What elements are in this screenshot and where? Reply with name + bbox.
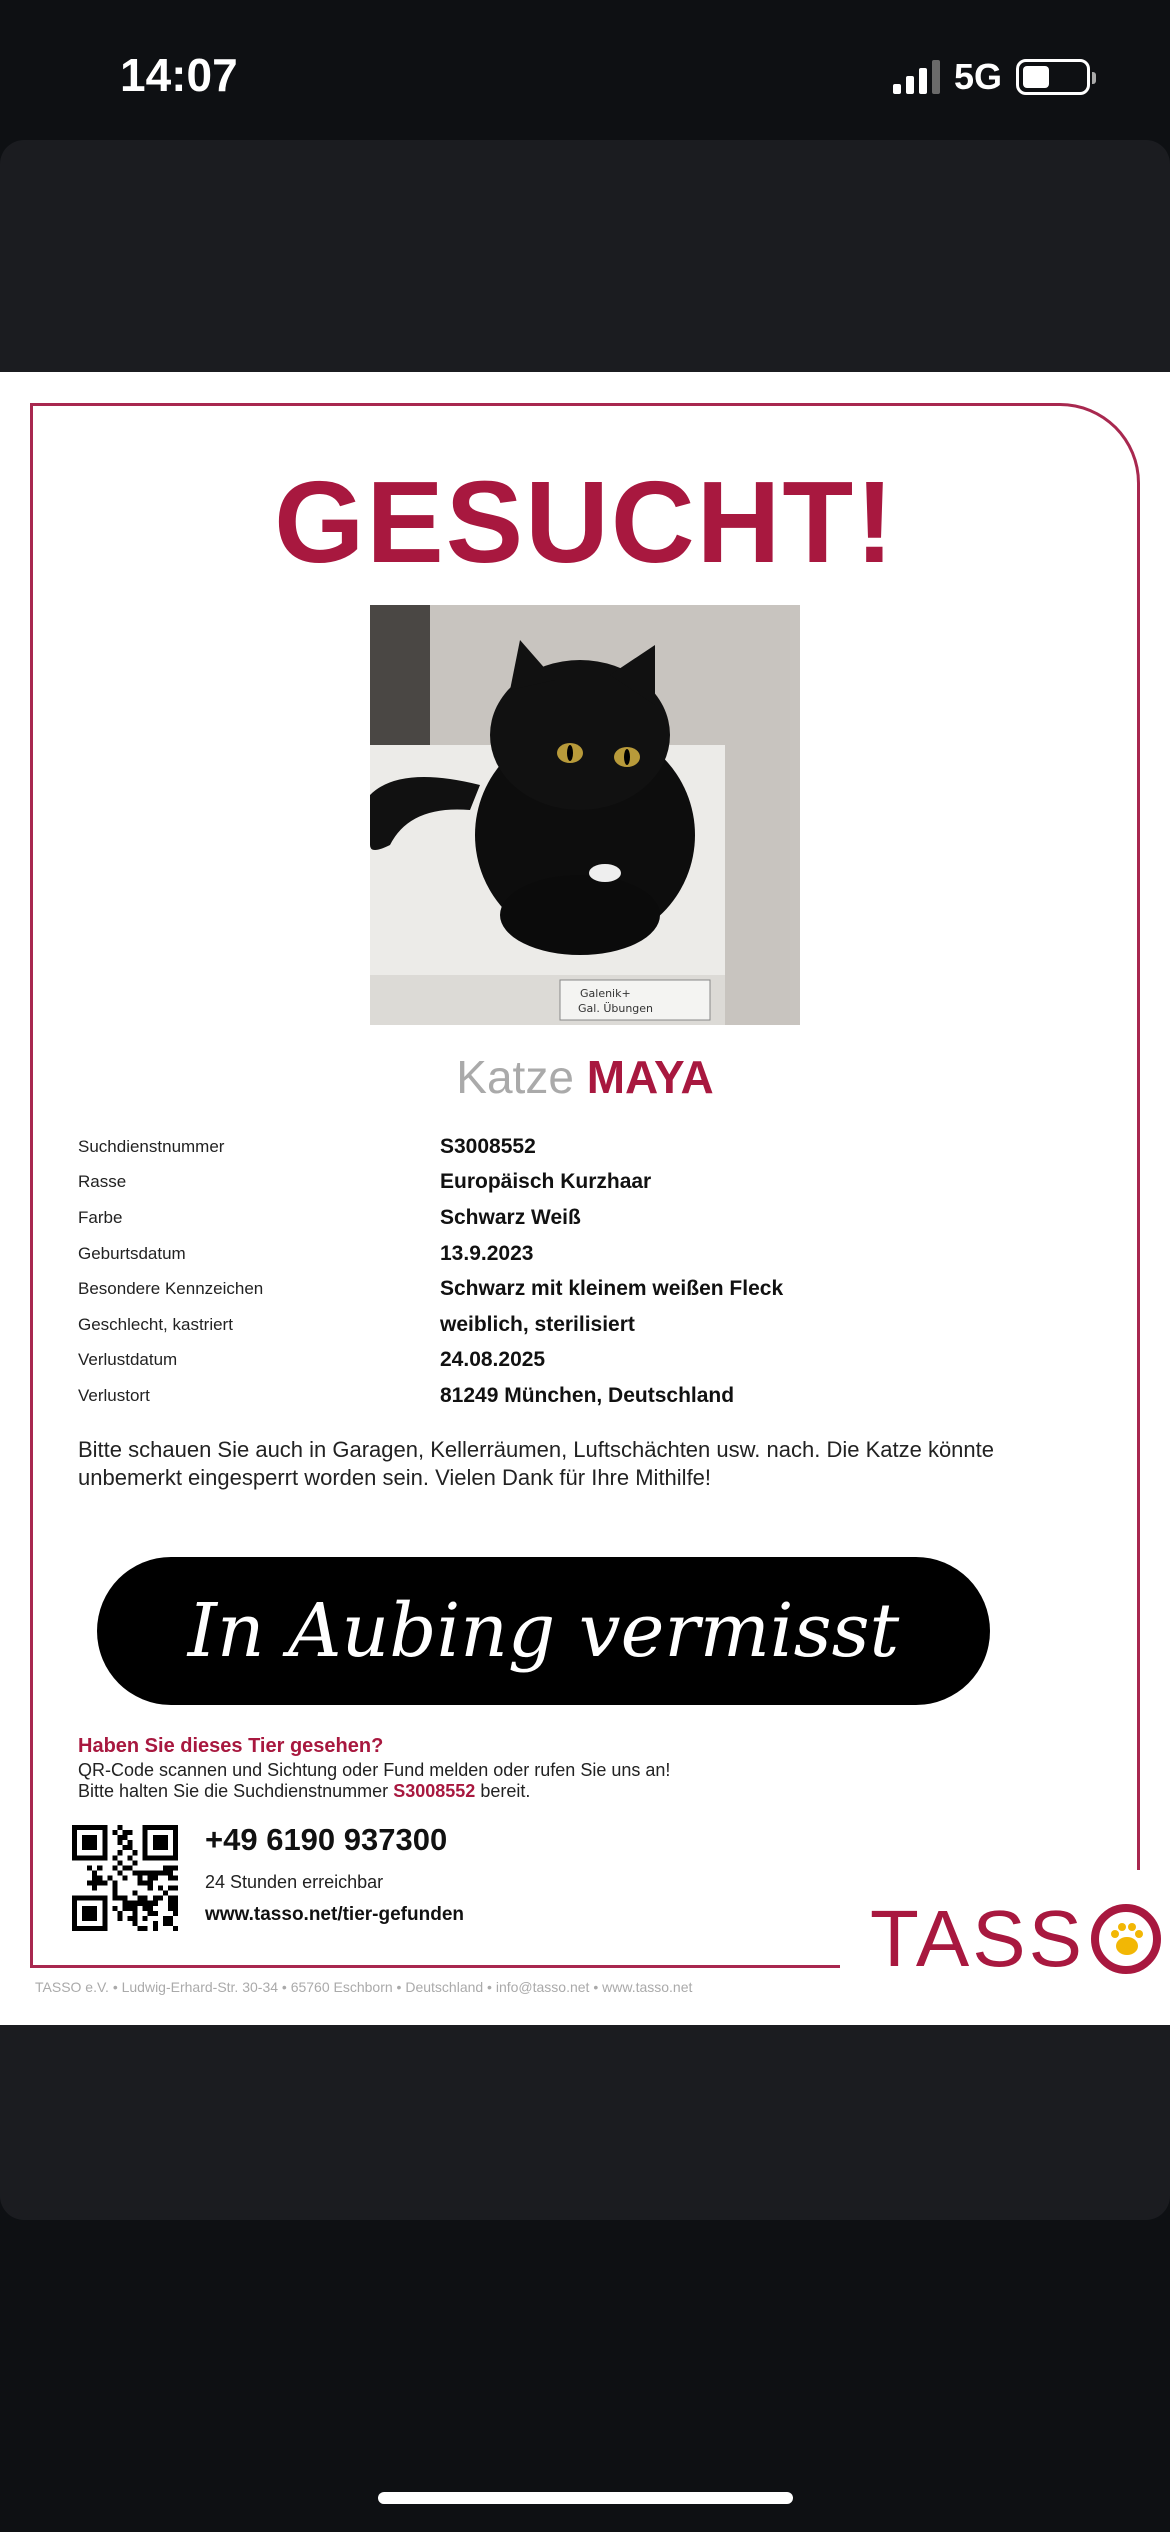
phone-number[interactable]: +49 6190 937300	[205, 1822, 448, 1857]
pet-name	[0, 1050, 1170, 1104]
detail-value: Schwarz mit kleinem weißen Fleck	[440, 1277, 784, 1300]
photo-caption-1: Galenik+	[580, 987, 631, 1000]
seen-reference	[78, 1781, 530, 1802]
poster-footer: TASSO e.V. • Ludwig-Erhard-Str. 30-34 • 65760 Eschborn • Deutschland • info@tasso.net • www.tasso.net	[35, 1979, 693, 1995]
detail-row	[78, 1271, 1078, 1307]
location-overlay: In Aubing vermisst	[97, 1557, 990, 1705]
logo-text: TASS	[870, 1894, 1086, 1983]
detail-value: weiblich, sterilisiert	[440, 1313, 635, 1336]
tasso-logo	[870, 1893, 1163, 1985]
pet-type: Katze	[456, 1051, 574, 1103]
detail-label: Verlustdatum	[78, 1350, 178, 1369]
detail-label: Verlustort	[78, 1386, 150, 1405]
detail-row	[78, 1164, 1078, 1200]
status-icons	[893, 56, 1090, 98]
detail-row	[78, 1129, 1078, 1165]
battery-icon	[1016, 59, 1090, 95]
detail-row	[78, 1307, 1078, 1343]
qr-code[interactable]	[72, 1825, 178, 1931]
detail-label: Geschlecht, kastriert	[78, 1315, 233, 1334]
seen-ref-pre: Bitte halten Sie die Suchdienstnummer	[78, 1781, 389, 1801]
poster-frame-bottom	[30, 1965, 840, 1968]
network-label: 5G	[953, 56, 1002, 97]
detail-label: Geburtsdatum	[78, 1244, 186, 1263]
home-indicator[interactable]	[378, 2492, 793, 2504]
detail-value: Europäisch Kurzhaar	[440, 1170, 652, 1193]
detail-row	[78, 1200, 1078, 1236]
detail-row	[78, 1342, 1078, 1378]
seen-instructions: QR-Code scannen und Sichtung oder Fund melden oder rufen Sie uns an!	[78, 1760, 671, 1780]
pet-name-value: MAYA	[586, 1051, 714, 1103]
detail-label: Farbe	[78, 1208, 123, 1227]
seen-ref-number: S3008552	[393, 1781, 476, 1801]
search-advice: Bitte schauen Sie auch in Garagen, Kellerräumen, Luftschächten usw. nach. Die Katze könnte unbemerkt eingesperrt worden sein. Vielen Dank für Ihre Mithilfe!	[78, 1437, 994, 1490]
poster-title: GESUCHT!	[274, 457, 896, 587]
cat-photo	[370, 605, 800, 1025]
detail-label: Besondere Kennzeichen	[78, 1279, 264, 1298]
message-card-top	[0, 140, 1170, 372]
signal-icon	[893, 60, 940, 94]
message-card-bottom	[0, 2025, 1170, 2220]
detail-label: Rasse	[78, 1172, 127, 1191]
status-time: 14:07	[120, 49, 238, 101]
detail-value: 81249 München, Deutschland	[440, 1384, 735, 1407]
detail-value: 13.9.2023	[440, 1242, 534, 1265]
detail-value: S3008552	[440, 1135, 536, 1158]
detail-row	[78, 1236, 1078, 1272]
paw-icon	[1089, 1902, 1163, 1976]
website-link[interactable]: www.tasso.net/tier-gefunden	[205, 1904, 464, 1925]
availability: 24 Stunden erreichbar	[205, 1872, 384, 1892]
detail-label: Suchdienstnummer	[78, 1137, 225, 1156]
detail-value: Schwarz Weiß	[440, 1206, 581, 1229]
detail-row	[78, 1378, 1078, 1414]
seen-heading: Haben Sie dieses Tier gesehen?	[78, 1735, 384, 1757]
seen-ref-post: bereit.	[480, 1781, 531, 1801]
photo-caption-2: Gal. Übungen	[578, 1002, 654, 1015]
detail-value: 24.08.2025	[440, 1348, 546, 1371]
